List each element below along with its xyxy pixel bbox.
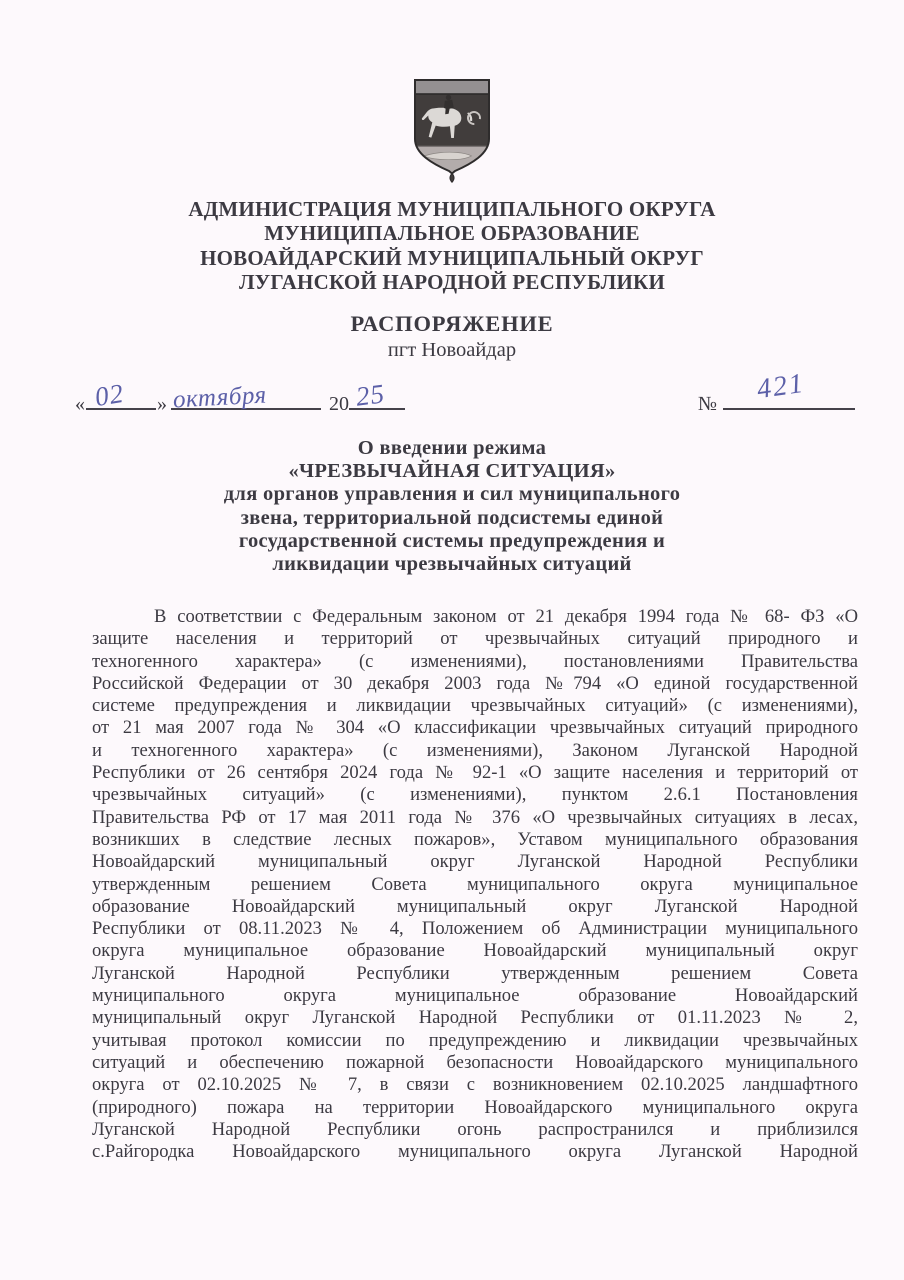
decree-body-line: округа муниципальное образование Новоайдарский муниципальный округ [92, 940, 858, 962]
decree-body [92, 606, 858, 1163]
coat-of-arms-icon [408, 73, 496, 183]
decree-body-line: В соответствии с Федеральным законом от 21 декабря 1994 года № 68- ФЗ «О [154, 606, 858, 627]
document-type-title: РАСПОРЯЖЕНИЕ [350, 311, 554, 336]
organization-header [0, 197, 904, 295]
date-and-number-row [75, 367, 855, 432]
decree-body-line: учитывая протокол комиссии по предупреждению и ликвидации чрезвычайных [92, 1029, 858, 1051]
decree-title-line: О введении режима [357, 437, 547, 459]
decree-body-line: системе предупреждения и ликвидации чрезвычайных ситуаций» (с изменениями), [92, 695, 858, 717]
decree-body-line: возникших в следствие лесных пожаров», Уставом муниципального образования [92, 828, 858, 850]
shield-chief-band [415, 80, 489, 94]
organization-header-line: НОВОАЙДАРСКИЙ МУНИЦИПАЛЬНЫЙ ОКРУГ [200, 245, 704, 270]
year-prefix: 20 [329, 393, 349, 415]
number-blank-line [723, 367, 855, 410]
decree-title-line: звена, территориальной подсистемы единой [240, 506, 664, 529]
handwritten-year: 25 [354, 378, 387, 412]
decree-body-line: муниципальный округ Луганской Народной Республики от 01.11.2023 № 2, [92, 1007, 858, 1029]
decree-title-line: для органов управления и сил муниципального [223, 483, 681, 506]
month-blank-line [171, 381, 321, 414]
number-sign: № [697, 393, 717, 415]
date-field [75, 377, 405, 416]
decree-body-line: Луганской Народной Республики утвержденным решением Совета [92, 962, 858, 984]
decree-body-line: Республики от 26 сентября 2024 года № 92-1 «О защите населения и территорий от [92, 762, 858, 784]
document-place: пгт Новоайдар [387, 339, 517, 361]
decree-body-line: муниципального округа муниципальное образование Новоайдарский [92, 985, 858, 1007]
year-blank-line [349, 378, 405, 412]
decree-title [0, 437, 904, 576]
handwritten-day: 02 [92, 377, 127, 413]
decree-body-line: чрезвычайных ситуаций» (с изменениями), пунктом 2.6.1 Постановления [92, 784, 858, 806]
decree-body-line: Правительства РФ от 17 мая 2011 года № 376 «О чрезвычайных ситуациях в лесах, [92, 806, 858, 828]
organization-header-line: ЛУГАНСКОЙ НАРОДНОЙ РЕСПУБЛИКИ [238, 270, 666, 295]
decree-body-line: и техногенного характера» (с изменениями), Законом Луганской Народной [92, 739, 858, 761]
decree-title-line: ликвидации чрезвычайных ситуаций [272, 553, 632, 576]
day-blank-line [86, 377, 156, 413]
organization-header-line: АДМИНИСТРАЦИЯ МУНИЦИПАЛЬНОГО ОКРУГА [188, 197, 716, 221]
handwritten-number: 421 [755, 367, 807, 406]
decree-body-line: техногенного характера» (с изменениями), постановлениями Правительства [92, 650, 858, 672]
decree-body-line: Российской Федерации от 30 декабря 2003 года №794 «О единой государственной [92, 672, 858, 694]
decree-body-line: с.Райгородка Новоайдарского муниципального округа Луганской Народной [92, 1141, 858, 1163]
decree-title-line: «ЧРЕЗВЫЧАЙНАЯ СИТУАЦИЯ» [288, 460, 616, 483]
decree-body-line: (природного) пожара на территории Новоайдарского муниципального округа [92, 1096, 858, 1118]
decree-body-line: Луганской Народной Республики огонь распространился и приблизился [92, 1118, 858, 1140]
decree-body-line: Республики от 08.11.2023 № 4, Положением об Администрации муниципального [92, 918, 858, 940]
decree-body-line: утвержденным решением Совета муниципального округа муниципальное [92, 873, 858, 895]
quote-open: « [75, 393, 85, 415]
decree-body-line: образование Новоайдарский муниципальный округ Луганской Народной [92, 895, 858, 917]
quote-close: » [157, 393, 167, 415]
decree-title-line: государственной системы предупреждения и [238, 529, 666, 552]
number-field [697, 367, 855, 416]
organization-header-line: МУНИЦИПАЛЬНОЕ ОБРАЗОВАНИЕ [264, 221, 640, 246]
decree-body-line: от 21 мая 2007 года № 304 «О классификации чрезвычайных ситуаций природного [92, 717, 858, 739]
decree-body-line: ситуаций и обеспечению пожарной безопасности Новоайдарского муниципального [92, 1051, 858, 1073]
decree-body-line: Новоайдарский муниципальный округ Луганской Народной Республики [92, 851, 858, 873]
handwritten-month: октября [172, 381, 268, 414]
decree-body-line: округа от 02.10.2025 № 7, в связи с возникновением 02.10.2025 ландшафтного [92, 1074, 858, 1096]
shield-finial [450, 174, 454, 183]
decree-body-line: защите населения и территорий от чрезвычайных ситуаций природного и [92, 628, 858, 650]
